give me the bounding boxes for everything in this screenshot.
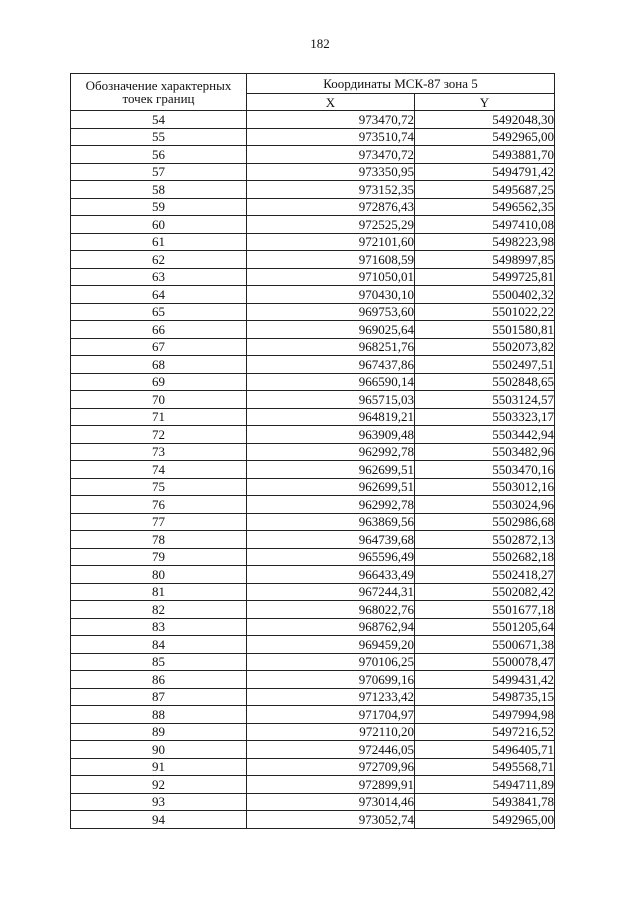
y-cell: 5492048,30 (415, 111, 555, 129)
y-cell: 5501205,64 (415, 618, 555, 636)
table-row (71, 128, 555, 146)
x-cell: 966433,49 (247, 566, 415, 584)
y-cell: 5496405,71 (415, 741, 555, 759)
x-cell: 972525,29 (247, 216, 415, 234)
table-row (71, 636, 555, 654)
point-cell: 86 (71, 671, 247, 689)
y-cell: 5502497,51 (415, 356, 555, 374)
point-cell: 88 (71, 706, 247, 724)
table-row (71, 181, 555, 199)
x-cell: 968762,94 (247, 618, 415, 636)
table-row (71, 548, 555, 566)
table-row (71, 706, 555, 724)
point-cell: 60 (71, 216, 247, 234)
y-cell: 5502986,68 (415, 513, 555, 531)
table-row (71, 146, 555, 164)
table-row (71, 426, 555, 444)
point-cell: 61 (71, 233, 247, 251)
table-row (71, 618, 555, 636)
point-cell: 59 (71, 198, 247, 216)
page-number: 182 (310, 36, 330, 51)
y-cell: 5501580,81 (415, 321, 555, 339)
x-cell: 973014,46 (247, 793, 415, 811)
x-cell: 973052,74 (247, 811, 415, 829)
x-cell: 973152,35 (247, 181, 415, 199)
y-cell: 5498735,15 (415, 688, 555, 706)
x-cell: 970699,16 (247, 671, 415, 689)
table-row (71, 531, 555, 549)
y-cell: 5503470,16 (415, 461, 555, 479)
point-cell: 68 (71, 356, 247, 374)
x-cell: 972110,20 (247, 723, 415, 741)
table-row (71, 408, 555, 426)
table-row (71, 268, 555, 286)
point-cell: 93 (71, 793, 247, 811)
x-cell: 971608,59 (247, 251, 415, 269)
y-cell: 5502872,13 (415, 531, 555, 549)
table-row (71, 793, 555, 811)
table-row (71, 338, 555, 356)
y-cell: 5496562,35 (415, 198, 555, 216)
x-cell: 969025,64 (247, 321, 415, 339)
y-cell: 5495568,71 (415, 758, 555, 776)
y-cell: 5494711,89 (415, 776, 555, 794)
y-cell: 5502682,18 (415, 548, 555, 566)
table-row (71, 356, 555, 374)
table-row (71, 286, 555, 304)
point-cell: 62 (71, 251, 247, 269)
table-row (71, 601, 555, 619)
y-cell: 5493881,70 (415, 146, 555, 164)
point-cell: 92 (71, 776, 247, 794)
point-cell: 78 (71, 531, 247, 549)
table-row (71, 776, 555, 794)
x-cell: 971233,42 (247, 688, 415, 706)
y-cell: 5503124,57 (415, 391, 555, 409)
x-cell: 968251,76 (247, 338, 415, 356)
y-cell: 5502418,27 (415, 566, 555, 584)
point-cell: 63 (71, 268, 247, 286)
table-row (71, 496, 555, 514)
table-row (71, 321, 555, 339)
point-cell: 64 (71, 286, 247, 304)
table-row (71, 583, 555, 601)
point-cell: 81 (71, 583, 247, 601)
y-cell: 5498223,98 (415, 233, 555, 251)
y-cell: 5497216,52 (415, 723, 555, 741)
table-row (71, 216, 555, 234)
y-cell: 5497994,98 (415, 706, 555, 724)
y-cell: 5497410,08 (415, 216, 555, 234)
table-header (71, 74, 555, 111)
y-cell: 5500671,38 (415, 636, 555, 654)
y-cell: 5502848,65 (415, 373, 555, 391)
x-cell: 972709,96 (247, 758, 415, 776)
header-y: Y (415, 94, 555, 111)
table-row (71, 303, 555, 321)
y-cell: 5501677,18 (415, 601, 555, 619)
x-cell: 972876,43 (247, 198, 415, 216)
table-row (71, 513, 555, 531)
table-row (71, 688, 555, 706)
point-cell: 65 (71, 303, 247, 321)
point-cell: 55 (71, 128, 247, 146)
x-cell: 971050,01 (247, 268, 415, 286)
y-cell: 5498997,85 (415, 251, 555, 269)
table-row (71, 391, 555, 409)
y-cell: 5500402,32 (415, 286, 555, 304)
y-cell: 5503442,94 (415, 426, 555, 444)
x-cell: 966590,14 (247, 373, 415, 391)
x-cell: 973510,74 (247, 128, 415, 146)
point-cell: 85 (71, 653, 247, 671)
x-cell: 972446,05 (247, 741, 415, 759)
table-row (71, 811, 555, 829)
x-cell: 967437,86 (247, 356, 415, 374)
point-cell: 57 (71, 163, 247, 181)
point-cell: 89 (71, 723, 247, 741)
x-cell: 963869,56 (247, 513, 415, 531)
y-cell: 5492965,00 (415, 128, 555, 146)
y-cell: 5503323,17 (415, 408, 555, 426)
coordinates-table (70, 73, 555, 829)
x-cell: 962992,78 (247, 443, 415, 461)
y-cell: 5494791,42 (415, 163, 555, 181)
header-point-designation: Обозначение характерных точек границ (71, 74, 247, 111)
point-cell: 83 (71, 618, 247, 636)
point-cell: 80 (71, 566, 247, 584)
point-cell: 76 (71, 496, 247, 514)
x-cell: 969753,60 (247, 303, 415, 321)
y-cell: 5499431,42 (415, 671, 555, 689)
y-cell: 5493841,78 (415, 793, 555, 811)
x-cell: 963909,48 (247, 426, 415, 444)
table-row (71, 373, 555, 391)
table-row (71, 198, 555, 216)
y-cell: 5502073,82 (415, 338, 555, 356)
point-cell: 84 (71, 636, 247, 654)
point-cell: 87 (71, 688, 247, 706)
point-cell: 56 (71, 146, 247, 164)
point-cell: 90 (71, 741, 247, 759)
x-cell: 964739,68 (247, 531, 415, 549)
y-cell: 5503012,16 (415, 478, 555, 496)
point-cell: 94 (71, 811, 247, 829)
point-cell: 71 (71, 408, 247, 426)
table-row (71, 741, 555, 759)
point-cell: 73 (71, 443, 247, 461)
x-cell: 962992,78 (247, 496, 415, 514)
point-cell: 77 (71, 513, 247, 531)
x-cell: 973350,95 (247, 163, 415, 181)
x-cell: 970430,10 (247, 286, 415, 304)
y-cell: 5500078,47 (415, 653, 555, 671)
table-row (71, 723, 555, 741)
x-cell: 967244,31 (247, 583, 415, 601)
y-cell: 5501022,22 (415, 303, 555, 321)
x-cell: 968022,76 (247, 601, 415, 619)
point-cell: 74 (71, 461, 247, 479)
header-coordinate-system: Координаты МСК-87 зона 5 (247, 74, 555, 94)
point-cell: 91 (71, 758, 247, 776)
table-row (71, 566, 555, 584)
x-cell: 962699,51 (247, 478, 415, 496)
table-row (71, 653, 555, 671)
table-row (71, 758, 555, 776)
x-cell: 973470,72 (247, 146, 415, 164)
y-cell: 5495687,25 (415, 181, 555, 199)
x-cell: 964819,21 (247, 408, 415, 426)
table-row (71, 111, 555, 129)
x-cell: 972101,60 (247, 233, 415, 251)
point-cell: 58 (71, 181, 247, 199)
point-cell: 54 (71, 111, 247, 129)
table-row (71, 461, 555, 479)
table-row (71, 163, 555, 181)
y-cell: 5503024,96 (415, 496, 555, 514)
table-row (71, 478, 555, 496)
point-cell: 82 (71, 601, 247, 619)
table-row (71, 443, 555, 461)
x-cell: 970106,25 (247, 653, 415, 671)
point-cell: 72 (71, 426, 247, 444)
x-cell: 965715,03 (247, 391, 415, 409)
table-row (71, 671, 555, 689)
point-cell: 66 (71, 321, 247, 339)
x-cell: 971704,97 (247, 706, 415, 724)
table-body (71, 111, 555, 829)
x-cell: 972899,91 (247, 776, 415, 794)
y-cell: 5499725,81 (415, 268, 555, 286)
point-cell: 79 (71, 548, 247, 566)
table-row (71, 251, 555, 269)
x-cell: 973470,72 (247, 111, 415, 129)
header-x: X (247, 94, 415, 111)
x-cell: 965596,49 (247, 548, 415, 566)
point-cell: 75 (71, 478, 247, 496)
point-cell: 67 (71, 338, 247, 356)
y-cell: 5492965,00 (415, 811, 555, 829)
y-cell: 5503482,96 (415, 443, 555, 461)
table-row (71, 233, 555, 251)
x-cell: 962699,51 (247, 461, 415, 479)
y-cell: 5502082,42 (415, 583, 555, 601)
point-cell: 70 (71, 391, 247, 409)
x-cell: 969459,20 (247, 636, 415, 654)
point-cell: 69 (71, 373, 247, 391)
